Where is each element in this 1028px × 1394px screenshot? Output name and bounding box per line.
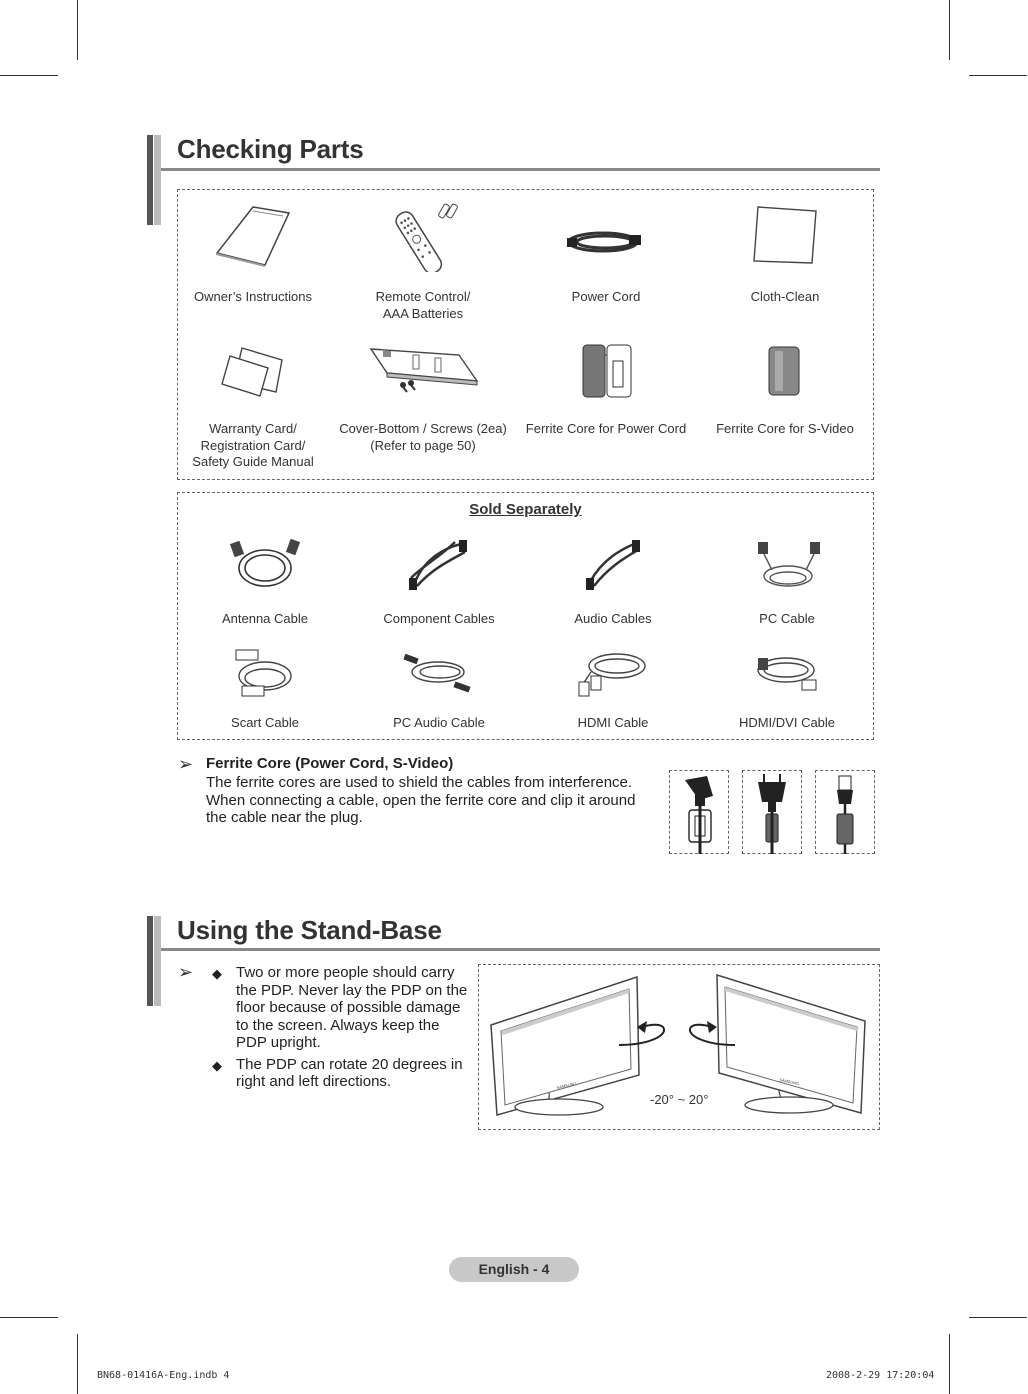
ferrite-core-power-icon: [581, 341, 635, 401]
part-label: Power Cord: [571, 289, 641, 304]
crop-mark: [0, 1317, 58, 1318]
diamond-bullet-icon: ◆: [212, 966, 222, 981]
ferrite-core-svideo-icon: [767, 343, 801, 399]
antenna-cable-icon: [230, 538, 300, 592]
part-cover-bottom: [333, 421, 513, 454]
part-label: Warranty Card/ Registration Card/ Safety Guide Manual: [192, 421, 314, 469]
section-bar: [147, 916, 153, 1006]
imprint-file: BN68-01416A-Eng.indb 4: [97, 1370, 230, 1381]
component-cables-icon: [405, 538, 471, 592]
sold-audio-cables: [538, 611, 688, 628]
section-bar: [154, 916, 161, 1006]
warranty-cards-icon: [220, 346, 286, 398]
tv-brand-text: SAMSUNG: [778, 1077, 800, 1087]
part-label: Cover-Bottom / Screws (2ea) (Refer to page 50): [339, 421, 507, 453]
ferrite-plug-power-angled-icon: [669, 770, 729, 854]
crop-mark: [77, 1334, 78, 1394]
part-remote-control: [348, 289, 498, 322]
imprint-timestamp: 2008-2-29 17:20:04: [826, 1370, 935, 1381]
bullet-item: [212, 1056, 474, 1091]
tv-right-illustration: [717, 975, 865, 1113]
section-title-stand-base: Using the Stand-Base: [177, 915, 442, 945]
part-power-cord: [531, 289, 681, 306]
hdmi-dvi-cable-icon: [754, 650, 820, 696]
rotation-angle-label: -20° ~ 20°: [650, 1092, 709, 1107]
crop-mark: [949, 1334, 950, 1394]
remote-control-icon: [385, 200, 460, 272]
sold-label: Antenna Cable: [221, 611, 308, 626]
cover-bottom-icon: [365, 343, 483, 393]
hdmi-cable-icon: [577, 646, 649, 698]
stand-base-bullets: [212, 964, 474, 1095]
part-warranty-card: [183, 421, 323, 471]
sold-antenna-cable: [190, 611, 340, 628]
crop-mark: [949, 0, 950, 60]
section-bar: [154, 135, 161, 225]
section-rule: [161, 948, 880, 951]
note-arrow-icon: ➢: [178, 962, 194, 982]
sold-hdmi-dvi-cable: [712, 715, 862, 732]
bullet-text: Two or more people should carry the PDP. Never lay the PDP on the floor because of possible damage to the screen. Always keep the PDP upright.: [236, 964, 468, 1051]
part-label: Remote Control/ AAA Batteries: [375, 289, 471, 321]
sold-label: Scart Cable: [231, 715, 299, 730]
part-label: Ferrite Core for Power Cord: [525, 421, 687, 436]
ferrite-plug-power-straight-icon: [742, 770, 802, 854]
sold-pc-audio-cable: [364, 715, 514, 732]
sold-label: Audio Cables: [574, 611, 652, 626]
sold-label: Component Cables: [383, 611, 495, 626]
crop-mark: [969, 1317, 1027, 1318]
part-cloth-clean: [710, 289, 860, 306]
crop-mark: [0, 75, 58, 76]
manual-icon: [213, 203, 293, 267]
tv-left-illustration: [491, 977, 639, 1115]
ferrite-note-body: The ferrite cores are used to shield the cables from interference. When connecting a cable, open the ferrite core and clip it around the cable near the plug.: [206, 774, 636, 826]
diamond-bullet-icon: ◆: [212, 1057, 222, 1073]
sold-separately-heading: Sold Separately: [469, 501, 582, 518]
part-label: Ferrite Core for S-Video: [716, 421, 854, 436]
sold-label: PC Audio Cable: [393, 715, 485, 730]
part-label: Cloth-Clean: [750, 289, 820, 304]
section-title-checking-parts: Checking Parts: [177, 134, 364, 164]
part-ferrite-core-svideo: [705, 421, 865, 438]
sold-hdmi-cable: [538, 715, 688, 732]
crop-mark: [77, 0, 78, 60]
sold-scart-cable: [190, 715, 340, 732]
crop-mark: [969, 75, 1027, 76]
sold-pc-cable: [712, 611, 862, 628]
part-ferrite-core-power: [521, 421, 691, 438]
ferrite-note-title: Ferrite Core (Power Cord, S-Video): [206, 755, 454, 772]
sold-label: HDMI Cable: [577, 715, 649, 730]
part-owners-instructions: [188, 289, 318, 306]
section-bar: [147, 135, 153, 225]
cloth-icon: [750, 203, 820, 267]
sold-label: PC Cable: [759, 611, 815, 626]
bullet-item: [212, 964, 474, 1052]
section-rule: [161, 168, 880, 171]
note-arrow-icon: ➢: [178, 754, 194, 774]
sold-label: HDMI/DVI Cable: [738, 715, 836, 730]
scart-cable-icon: [232, 646, 298, 698]
sold-component-cables: [364, 611, 514, 628]
part-label: Owner’s Instructions: [193, 289, 312, 304]
power-cord-icon: [565, 226, 643, 258]
pc-audio-cable-icon: [402, 650, 474, 696]
ferrite-plug-svideo-icon: [815, 770, 875, 854]
audio-cables-icon: [582, 538, 644, 592]
page-number-badge: English - 4: [449, 1257, 579, 1282]
tv-brand-text: SAMSUNG: [556, 1080, 578, 1090]
bullet-text: The PDP can rotate 20 degrees in right and left directions.: [236, 1055, 463, 1090]
pc-cable-icon: [754, 538, 822, 592]
